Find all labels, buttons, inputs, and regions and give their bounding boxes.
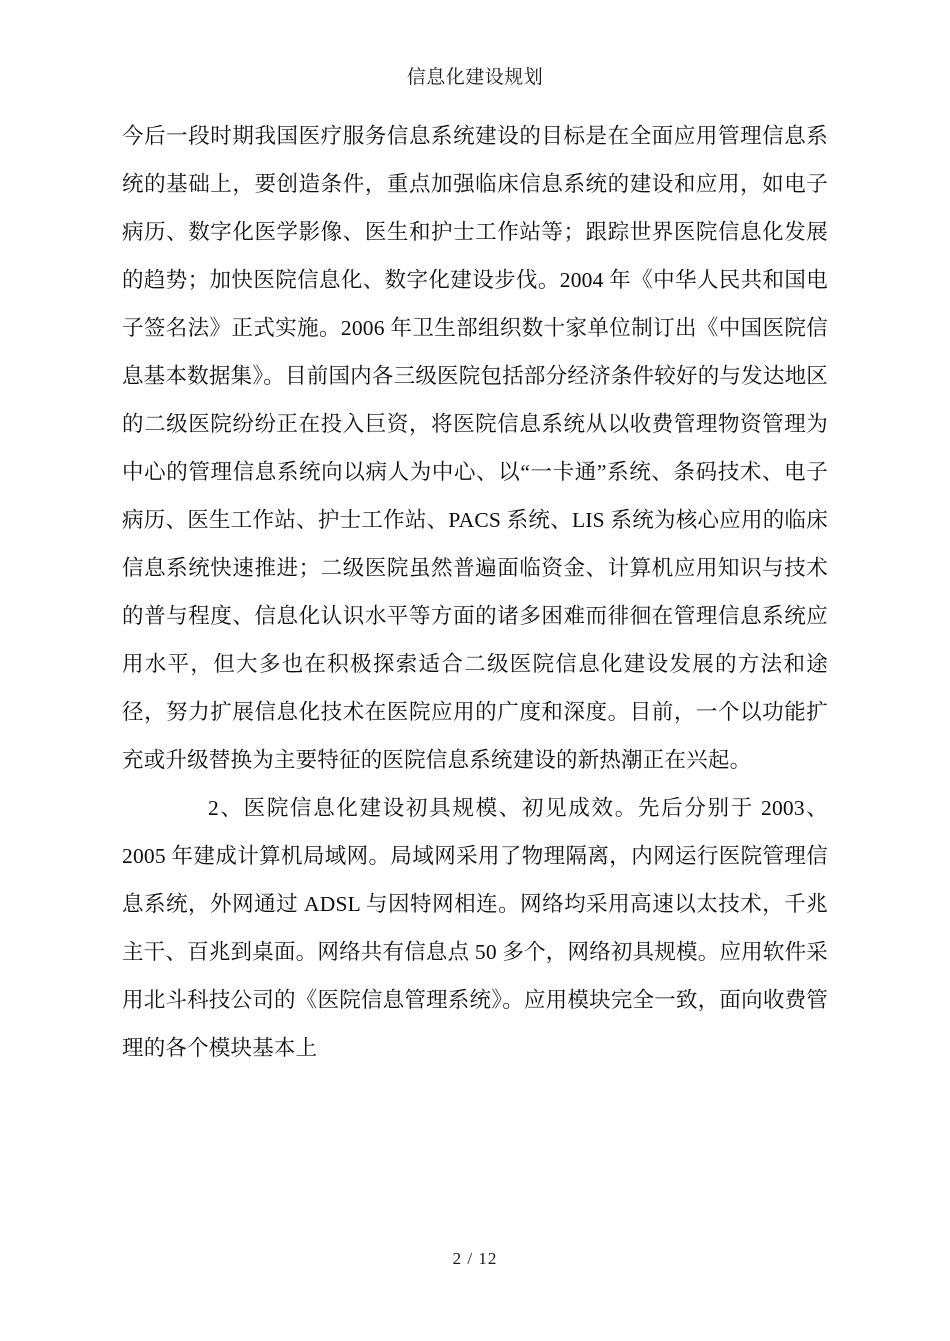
page-number-footer: 2 / 12 [452,1249,498,1268]
page-header-title: 信息化建设规划 [406,66,544,88]
body-paragraph: 2、医院信息化建设初具规模、初见成效。先后分别于 2003、2005 年建成计算机局域网。局域网采用了物理隔离，内网运行医院管理信息系统，外网通过 ADSL 与因特网相连。网络均采用高速以太技术，千兆主干、百兆到桌面。网络共有信息点 50 多个，网络初具规模。应用软件采用北斗科技公司的《医院信息管理系统》。应用模块完全一致，面向收费管理的各个模块基本上 [122,796,828,1060]
body-paragraph: 今后一段时期我国医疗服务信息系统建设的目标是在全面应用管理信息系统的基础上，要创造条件，重点加强临床信息系统的建设和应用，如电子病历、数字化医学影像、医生和护士工作站等；跟踪世界医院信息化发展的趋势；加快医院信息化、数字化建设步伐。2004 年《中华人民共和国电子签名法》正式实施。2006 年卫生部组织数十家单位制订出《中国医院信息基本数据集》。目前国内各三级医院包括部分经济条件较好的与发达地区的二级医院纷纷正在投入巨资，将医院信息系统从以收费管理物资管理为中心的管理信息系统向以病人为中心、以“一卡通”系统、条码技术、电子病历、医生工作站、护士工作站、PACS 系统、LIS 系统为核心应用的临床信息系统快速推进；二级医院虽然普遍面临资金、计算机应用知识与技术的普与程度、信息化认识水平等方面的诸多困难而徘徊在管理信息系统应用水平，但大多也在积极探索适合二级医院信息化建设发展的方法和途径，努力扩展信息化技术在医院应用的广度和深度。目前，一个以功能扩充或升级替换为主要特征的医院信息系统建设的新热潮正在兴起。 [122,124,828,772]
document-body [122,112,828,1072]
